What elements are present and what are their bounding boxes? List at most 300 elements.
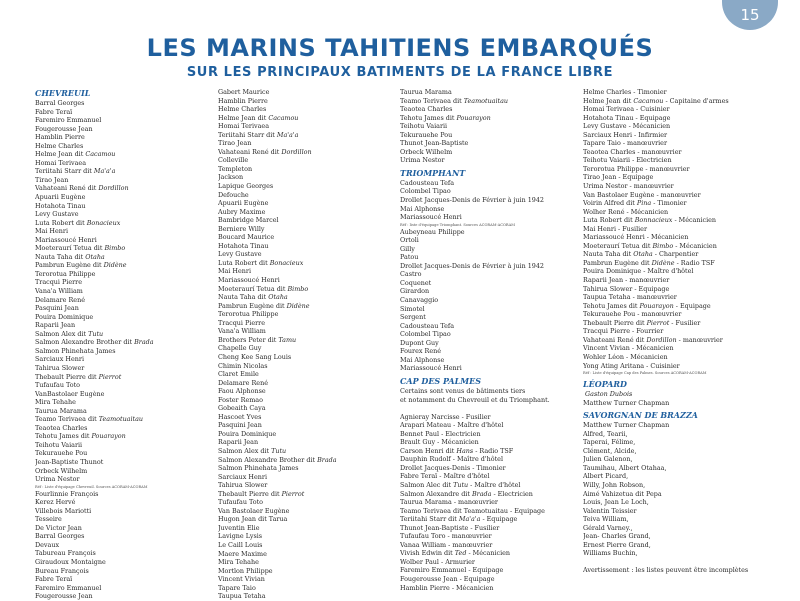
crew-entry: [583, 524, 768, 533]
crew-name: Helme Jean dit: [218, 113, 269, 122]
crew-name: Cheng Kee Sang Louis: [218, 352, 292, 361]
crew-entry: [400, 305, 575, 314]
crew-entry: [400, 139, 575, 148]
crew-name: Colombel Tipao: [400, 330, 451, 339]
crew-name: Salmon Alec dit: [400, 480, 454, 489]
crew-name: Voirin Alfred dit: [583, 199, 637, 208]
crew-name: Villebois Mariotti: [35, 506, 92, 515]
crew-entry: [218, 310, 393, 319]
crew-entry: [218, 225, 393, 234]
crew-alias: Ma'a'a: [276, 130, 299, 139]
crew-name: Terorotua Philippe: [35, 269, 96, 278]
crew-entry: [583, 515, 768, 524]
crew-alias: Tutu: [88, 329, 104, 338]
crew-entry: [400, 330, 575, 339]
crew-entry: [218, 558, 393, 567]
crew-alias: Pina: [636, 199, 652, 208]
crew-entry: [400, 228, 575, 237]
crew-entry: [583, 319, 768, 328]
crew-name: Pouira Dominique - Maître d'hôtel: [583, 267, 694, 276]
crew-name: Lapique Georges: [218, 182, 274, 191]
crew-role: - Fusilier: [669, 318, 701, 327]
crew-entry: [400, 205, 575, 214]
crew-role: - Radio TSF: [674, 258, 715, 267]
crew-entry: [400, 347, 575, 356]
page-subtitle: SUR LES PRINCIPAUX BATIMENTS DE LA FRANCE LIBRE: [186, 65, 614, 80]
crew-name: Levy Gustave: [218, 250, 262, 259]
crew-name: Apuarii Eugène: [218, 199, 269, 208]
crew-name: Taupua Tetaha - manœuvrier: [583, 293, 677, 302]
ship-heading: LÉOPARD: [583, 379, 627, 390]
crew-entry: [35, 313, 210, 322]
crew-name: Salmon Alexandre Brother dit: [35, 338, 135, 347]
crew-name: Mariassoucé Henri: [400, 364, 462, 373]
crew-name: Apuarii Eugène: [35, 193, 86, 202]
crew-entry: [35, 584, 210, 593]
crew-name: Mai Alphonse: [400, 355, 445, 364]
crew-name: Tufaufau Toro - manœuvrier: [400, 532, 492, 541]
crew-entry: [218, 114, 393, 123]
crew-name: Faremiro Emmanuel: [35, 116, 102, 125]
crew-entry: [218, 148, 393, 157]
crew-entry: [400, 287, 575, 296]
crew-entry: [218, 507, 393, 516]
crew-entry: [400, 421, 575, 430]
crew-entry: [583, 421, 768, 430]
crew-name: Levy Gustave - Mécanicien: [583, 122, 671, 131]
crew-entry: [583, 293, 768, 302]
crew-entry: [35, 142, 210, 151]
crew-entry: [218, 447, 393, 456]
crew-entry: [218, 490, 393, 499]
crew-entry: [35, 532, 210, 541]
crew-entry: [35, 407, 210, 416]
crew-name: et notamment du Chevreuil et du Triomphant.: [400, 395, 550, 404]
crew-name: Moeteraurí Tetua dit: [35, 244, 105, 253]
crew-alias: Pouarayon: [91, 432, 126, 441]
crew-name: Boucard Maurice: [218, 233, 275, 242]
column-2: [218, 88, 393, 601]
source-note: Réf : Liste d'équipage Chevreuil. Sources ACORAM-ACORAM: [35, 484, 148, 489]
crew-entry: [35, 261, 210, 270]
crew-entry: [583, 156, 768, 165]
crew-name: Teaotea Charles: [400, 105, 453, 114]
crew-name: Gérald Varney.,: [583, 523, 633, 532]
crew-name: Urima Nestor: [400, 156, 445, 165]
crew-entry: [400, 279, 575, 288]
crew-entry: [400, 541, 575, 550]
crew-name: Defouche: [218, 190, 249, 199]
crew-alias: Didène: [286, 301, 310, 310]
crew-name: Tahirua Slower: [35, 363, 85, 372]
crew-name: [400, 404, 402, 412]
crew-name: Wohler Léon - Mécanicien: [583, 352, 668, 361]
crew-alias: Bimbo: [287, 284, 309, 293]
crew-entry: [218, 387, 393, 396]
crew-entry: [218, 250, 393, 259]
crew-name: Drollet Jacques-Denis de Février à juin 1942: [400, 261, 544, 270]
crew-name: Fabre Teraï: [35, 107, 73, 116]
crew-name: Helme Charles: [35, 141, 84, 150]
crew-name: Homai Terivaea: [218, 122, 270, 131]
crew-entry: [583, 302, 768, 311]
crew-entry: [218, 524, 393, 533]
crew-entry: [218, 233, 393, 242]
crew-name: Tesseire: [35, 515, 62, 524]
crew-entry: [218, 567, 393, 576]
crew-name: Salmon Alex dit: [218, 446, 272, 455]
column-4: [583, 88, 768, 575]
crew-name: Julien Galenon,: [583, 455, 633, 464]
crew-name: Mariassoucé Henri - Mécanicien: [583, 233, 689, 242]
crew-entry: [583, 250, 768, 259]
crew-name: Faou Alphonse: [218, 387, 266, 396]
crew-alias: Pierrot: [281, 489, 305, 498]
crew-entry: [35, 415, 210, 424]
crew-name: Albert Picard,: [583, 472, 629, 481]
crew-entry: [400, 322, 575, 331]
crew-entry: [218, 208, 393, 217]
crew-name: Tracqui Pierre: [35, 278, 83, 287]
crew-entry: [400, 455, 575, 464]
crew-entry: [400, 387, 575, 396]
crew-name: Vahateani René dit: [35, 184, 99, 193]
crew-name: Homai Terivaea - Cuisinier: [583, 105, 670, 114]
crew-entry: [35, 125, 210, 134]
page-title: LES MARINS TAHITIENS EMBARQUÉS: [146, 34, 654, 62]
crew-name: Sarciaux Henri: [35, 355, 84, 364]
crew-name: Girardon: [400, 287, 430, 296]
crew-entry: [400, 566, 575, 575]
crew-name: Hotahota Tinau: [218, 241, 269, 250]
crew-name: Lavigne Lysis: [218, 532, 263, 541]
crew-role: - Capitaine d'armes: [663, 96, 729, 105]
crew-entry: [35, 202, 210, 211]
crew-entry: [583, 310, 768, 319]
crew-alias: Tutu: [271, 446, 287, 455]
crew-entry: [400, 507, 575, 516]
crew-entry: [583, 139, 768, 148]
crew-name: Raparii Jean: [35, 321, 76, 330]
crew-name: Tapare Taio: [218, 583, 256, 592]
crew-name: Jean-Baptiste Thunot: [35, 457, 104, 466]
crew-name: Teaotea Charles: [35, 423, 88, 432]
crew-entry: [583, 88, 768, 97]
crew-entry: [35, 210, 210, 219]
crew-name: Teamo Terivaea dit: [400, 96, 464, 105]
crew-entry: [218, 481, 393, 490]
crew-name: Certains sont venus de bâtiments tiers: [400, 386, 526, 395]
crew-name: Valentin Teissier: [583, 506, 637, 515]
crew-name: De Victor Jean: [35, 523, 82, 532]
crew-name: Le Caill Louis: [218, 540, 263, 549]
crew-name: Ernest Pierre Grand,: [583, 540, 651, 549]
crew-name: Salmon Alexandre dit: [400, 489, 472, 498]
crew-entry: [400, 356, 575, 365]
crew-name: Tekurauehe Pou: [35, 449, 88, 458]
crew-entry: [35, 441, 210, 450]
crew-name: Jean- Charles Grand,: [583, 532, 651, 541]
crew-entry: [400, 339, 575, 348]
crew-name: Thebault Pierre dit: [35, 372, 99, 381]
crew-name: Tracqui Pierre: [218, 318, 266, 327]
crew-name: Tracqui Pierre - Fourrier: [583, 327, 664, 336]
crew-name: Clément, Alcide,: [583, 446, 637, 455]
crew-entry: [218, 302, 393, 311]
crew-entry: [35, 524, 210, 533]
crew-name: Cadousteau Tefa: [400, 321, 455, 330]
crew-name: Vivish Edwin dit: [400, 549, 455, 558]
crew-name: Luta Robert dit: [218, 258, 270, 267]
crew-role: - manœuvrier: [676, 335, 723, 344]
crew-name: Coquenet: [400, 278, 432, 287]
crew-entry: [583, 267, 768, 276]
crew-entry: [400, 464, 575, 473]
crew-entry: [35, 567, 210, 576]
crew-alias: Otaha: [268, 293, 288, 302]
crew-entry: [583, 216, 768, 225]
crew-entry: [400, 498, 575, 507]
crew-entry: [218, 396, 393, 405]
crew-name: Salmon Phinehata James: [35, 346, 116, 355]
crew-entry: [583, 541, 768, 550]
crew-entry: [35, 381, 210, 390]
crew-name: Vahateani René dit: [218, 147, 282, 156]
crew-name: Templeton: [218, 164, 253, 173]
crew-role: - Equipage: [673, 301, 711, 310]
crew-entry: [400, 105, 575, 114]
crew-name: Hamblin Pierre - Mécanicien: [400, 583, 494, 592]
crew-entry: [35, 116, 210, 125]
crew-name: Tehotu James dit: [583, 301, 640, 310]
crew-name: Urima Nestor - manœuvrier: [583, 182, 674, 191]
crew-entry: [218, 413, 393, 422]
crew-alias: Brada: [134, 338, 154, 347]
crew-name: Teaotea Charles - manœuvrier: [583, 147, 682, 156]
crew-alias: Tamu: [278, 335, 297, 344]
crew-alias: Otaha: [633, 250, 653, 259]
crew-entry: [35, 159, 210, 168]
crew-name: Helme Jean dit: [583, 96, 634, 105]
crew-entry: [35, 108, 210, 117]
crew-entry: [35, 398, 210, 407]
crew-name: Helme Jean dit: [35, 150, 86, 159]
crew-name: Terorotua Philippe - manœuvrier: [583, 164, 690, 173]
crew-name: Salmon Alexandre Brother dit: [218, 455, 318, 464]
crew-name: Ortoli: [400, 236, 419, 245]
crew-name: Castro: [400, 270, 422, 279]
crew-entry: [35, 458, 210, 467]
crew-entry: [35, 575, 210, 584]
crew-entry: [583, 285, 768, 294]
crew-entry: [400, 438, 575, 447]
crew-name: Tirao Jean - Equipage: [583, 173, 654, 182]
crew-name: Tufaufau Toto: [218, 498, 264, 507]
crew-alias: Ma'a'a: [458, 515, 481, 524]
crew-name: Arapari Mateau - Maître d'hôtel: [400, 421, 504, 430]
ship-heading: SAVORGNAN DE BRAZZA: [583, 410, 698, 421]
crew-name: Chapelle Guy: [218, 344, 262, 353]
crew-entry: [35, 355, 210, 364]
crew-entry: [35, 167, 210, 176]
crew-name: Terorotua Philippe: [218, 310, 279, 319]
page-number-badge: 15: [722, 0, 778, 30]
crew-name: Aubry Maxime: [218, 207, 266, 216]
crew-entry: [218, 430, 393, 439]
crew-role: - Mécanicien: [466, 549, 511, 558]
crew-alias: Ma'a'a: [93, 167, 116, 176]
crew-name: Vincent Vivian - Mécanicien: [583, 344, 674, 353]
crew-name: Tirao Jean: [218, 139, 252, 148]
crew-name: Nauta Taha dit: [583, 250, 634, 259]
crew-entry: [400, 148, 575, 157]
crew-entry: [583, 549, 768, 558]
crew-name: Tabureau François: [35, 549, 96, 558]
crew-entry: [218, 165, 393, 174]
crew-entry: [218, 191, 393, 200]
crew-entry: [218, 344, 393, 353]
crew-entry: [583, 430, 768, 439]
crew-entry: [583, 259, 768, 268]
crew-name: Hascoet Yves: [218, 412, 262, 421]
crew-name: Maere Maxime: [218, 549, 267, 558]
crew-entry: [218, 327, 393, 336]
crew-name: Taurua Marama - manœuvrier: [400, 498, 498, 507]
crew-role: - Radio TSF: [473, 446, 514, 455]
crew-entry: [218, 276, 393, 285]
crew-entry: [218, 592, 393, 601]
crew-entry: [400, 404, 575, 413]
crew-name: Fabre Teraï: [35, 575, 73, 584]
crew-name: Teriitahi Starr dit: [35, 167, 94, 176]
crew-name: Sergent: [400, 313, 426, 322]
crew-entry: [400, 179, 575, 188]
crew-entry: [35, 330, 210, 339]
crew-name: Delamare René: [35, 295, 85, 304]
crew-name: Mariassoucé Henri: [400, 213, 462, 222]
crew-name: Mira Tehahe: [218, 558, 259, 567]
crew-entry: [35, 515, 210, 524]
crew-alias: Dordillon: [98, 184, 129, 193]
crew-entry: [400, 245, 575, 254]
crew-name: Brault Guy - Mécanicien: [400, 438, 479, 447]
crew-entry: [35, 490, 210, 499]
crew-name: Aubeyneau Philippe: [400, 227, 465, 236]
crew-name: Williams Buchin,: [583, 549, 638, 558]
crew-entry: [35, 549, 210, 558]
crew-name: Vincent Vivian: [218, 575, 265, 584]
crew-name: Taurua Marama: [400, 88, 452, 96]
crew-entry: [583, 225, 768, 234]
crew-name: Salmon Phinehata James: [218, 464, 299, 473]
crew-name: Mira Tehahe: [35, 398, 76, 407]
crew-entry: [583, 336, 768, 345]
crew-entry: [218, 404, 393, 413]
crew-entry: [218, 456, 393, 465]
crew-entry: [583, 242, 768, 251]
crew-name: Tahirua Slower: [218, 481, 268, 490]
crew-name: Teriitahi Starr dit: [218, 130, 277, 139]
crew-name: Chimin Nicolas: [218, 361, 268, 370]
crew-entry: [35, 270, 210, 279]
crew-entry: [400, 472, 575, 481]
crew-name: Willy, John Robson,: [583, 480, 646, 489]
crew-entry: [218, 498, 393, 507]
crew-entry: [583, 447, 768, 456]
crew-entry: [583, 558, 768, 567]
ship-heading: TRIOMPHANT: [400, 167, 466, 178]
crew-entry: [583, 97, 768, 106]
crew-name: Teamo Terivaea dit: [35, 415, 99, 424]
crew-name: Fabre Teraï - Maître d'hôtel: [400, 472, 490, 481]
crew-entry: [218, 97, 393, 106]
crew-entry: [583, 455, 768, 464]
crew-role: - Equipage: [480, 515, 518, 524]
crew-name: Hamblin Pierre: [218, 96, 268, 105]
crew-entry: [400, 549, 575, 558]
crew-name: Barral Georges: [35, 99, 85, 107]
crew-name: Urima Nestor: [35, 475, 80, 484]
crew-entry: [218, 532, 393, 541]
crew-alias: Cacamou: [85, 150, 116, 159]
crew-name: Claret Emile: [218, 370, 259, 379]
crew-name: Tekurauehe Pou - manœuvrier: [583, 310, 682, 319]
crew-entry: [400, 524, 575, 533]
crew-entry: [583, 199, 768, 208]
crew-name: Van Bastolaer Eugène: [218, 506, 290, 515]
crew-name: Jackson: [218, 173, 244, 182]
crew-name: Helme Charles - Timonier: [583, 88, 667, 96]
crew-name: Dupont Guy: [400, 338, 439, 347]
crew-name: Colombel Tipao: [400, 187, 451, 196]
column-3: [400, 88, 575, 592]
crew-name: Teihotu Vaiarii: [35, 440, 83, 449]
crew-name: Vana'a William: [218, 327, 266, 336]
crew-name: Juventin Elie: [218, 523, 260, 532]
crew-entry: [583, 353, 768, 362]
crew-name: Fourex René: [400, 347, 442, 356]
crew-name: Colleville: [218, 156, 249, 165]
crew-name: Vana'a William: [35, 287, 83, 296]
crew-alias: Didène: [651, 258, 675, 267]
crew-alias: Hans: [456, 446, 474, 455]
crew-name: Pouira Dominique: [35, 312, 94, 321]
crew-entry: [400, 213, 575, 222]
crew-entry: [583, 399, 768, 408]
crew-name: Tehotu James dit: [35, 432, 92, 441]
crew-name: Orbeck Wilhelm: [35, 466, 88, 475]
crew-entry: [35, 176, 210, 185]
crew-name: Homai Terivaea: [35, 158, 87, 167]
crew-entry: [583, 131, 768, 140]
crew-entry: [218, 122, 393, 131]
crew-name: Taumihau, Albert Otahaa,: [583, 463, 667, 472]
crew-entry: [218, 353, 393, 362]
crew-alias: Gaston Dubois: [585, 390, 633, 399]
crew-entry: [583, 498, 768, 507]
crew-name: Pambrun Eugène dit: [35, 261, 104, 270]
crew-name: Orbeck Wilhelm: [400, 147, 453, 156]
crew-name: Teihotu Vaiarii - Electricien: [583, 156, 672, 165]
crew-entry: [583, 114, 768, 123]
crew-alias: Pierrot: [98, 372, 122, 381]
crew-entry: [218, 105, 393, 114]
crew-name: Devaux: [35, 540, 60, 549]
crew-name: Mariassoucé Henri: [218, 276, 280, 285]
crew-entry: [218, 464, 393, 473]
crew-alias: Bimbo: [104, 244, 126, 253]
crew-name: Tapare Taio - manœuvrier: [583, 139, 668, 148]
